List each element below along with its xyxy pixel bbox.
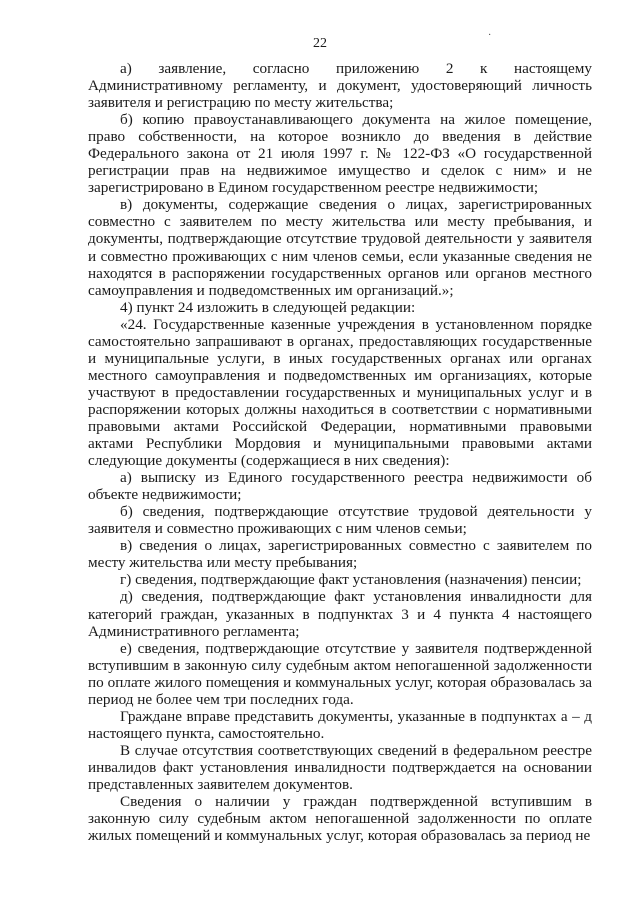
paragraph-disability-registry: В случае отсутствия соответствующих сведений в федеральном реестре инвалидов факт установления инвалидности подтверждается на основании представленных заявителем документов. [88,741,592,793]
paragraph-item-a-application: а) заявление, согласно приложению 2 к настоящему Административному регламенту, и документ, удостоверяющий личность заявителя и регистрацию по месту жительства; [88,60,592,112]
paragraph-item-g-pension: г) сведения, подтверждающие факт установления (назначения) пенсии; [120,571,582,589]
paragraph-item-b-title-document: б) копию правоустанавливающего документа на жилое помещение, право собственности, на которое возникло до введения в действие Федерального закона от 21 июля 1997 г. № 122-ФЗ «О государственной регистрации прав на недвижимое имущество и сделок с ним» и не зарегистрировано в Едином государственном реестре недвижимости; [88,111,592,197]
scan-speck: · [488,30,492,41]
paragraph-clause-4: 4) пункт 24 изложить в следующей редакции: [120,298,416,316]
paragraph-item-v-registered-persons: в) документы, содержащие сведения о лицах, зарегистрированных совместно с заявителем по месту жительства или месту пребывания, и документы, подтверждающие отсутствие трудовой деятельности у заявителя и совместно проживающих с ним членов семьи, если указанные сведения не находятся в распоряжении государственных органов или органов местного самоуправления и подведомственных им организаций.»; [88,196,592,299]
paragraph-clause-24: «24. Государственные казенные учреждения в установленном порядке самостоятельно запрашивают в органах, предоставляющих государственные и муниципальные услуги, в иных государственных органах или органах местного самоуправления и подведомственных им организациях, которые участвуют в предоставлении государственных и муниципальных услуг и в распоряжении которых должны находиться в соответствии с нормативными правовыми актами Российской Федерации, нормативными правовыми актами Республики Мордовия и муниципальными правовыми актами следующие документы (содержащиеся в них сведения): [88,315,592,470]
page-number: 22 [313,36,327,51]
paragraph-item-b-employment: б) сведения, подтверждающие отсутствие трудовой деятельности у заявителя и совместно проживающих с ним членов семьи; [88,503,592,538]
paragraph-citizens-right: Граждане вправе представить документы, указанные в подпунктах а – д настоящего пункта, самостоятельно. [88,707,592,742]
paragraph-item-v-residence: в) сведения о лицах, зарегистрированных совместно с заявителем по месту жительства или месту пребывания; [88,537,592,572]
document-body [88,60,592,844]
paragraph-item-e-debt: е) сведения, подтверждающие отсутствие у заявителя подтвержденной вступившим в законную силу судебным актом непогашенной задолженности по оплате жилого помещения и коммунальных услуг, которая образовалась за период не более чем три последних года. [88,639,592,708]
paragraph-item-d-disability: д) сведения, подтверждающие факт установления инвалидности для категорий граждан, указанных в подпунктах 3 и 4 пункта 4 настоящего Административного регламента; [88,588,592,640]
paragraph-item-a-registry-extract: а) выписку из Единого государственного реестра недвижимости об объекте недвижимости; [88,469,592,504]
paragraph-debt-information: Сведения о наличии у граждан подтвержденной вступившим в законную силу судебным актом непогашенной задолженности по оплате жилых помещений и коммунальных услуг, которая образовалась за период не [88,793,592,845]
